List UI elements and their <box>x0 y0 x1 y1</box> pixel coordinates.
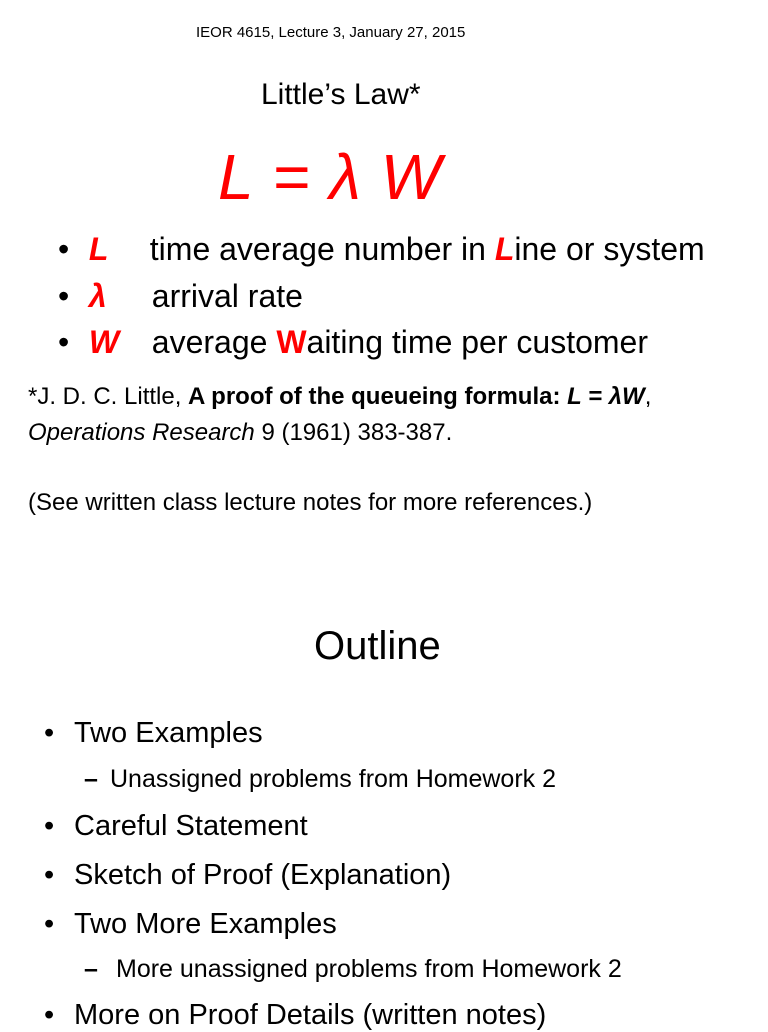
outline-item: • Careful Statement <box>44 810 308 842</box>
bullet: • <box>58 231 70 267</box>
reference-journal: Operations Research 9 (1961) 383-387. <box>28 419 453 446</box>
bullet: • <box>44 717 55 749</box>
bullet: • <box>44 999 55 1031</box>
definition-text: average Waiting time per customer <box>151 324 648 360</box>
outline-subitem: – Unassigned problems from Homework 2 <box>84 765 557 793</box>
definition-lambda <box>58 278 303 315</box>
outline-item: • More on Proof Details (written notes) <box>44 999 547 1031</box>
bullet: • <box>44 859 55 891</box>
bullet: • <box>44 810 55 842</box>
outline-title: Outline <box>314 624 441 668</box>
dash: – <box>84 955 98 983</box>
bullet: • <box>44 908 55 940</box>
definition-symbol: L <box>88 231 109 267</box>
reference-citation: *J. D. C. Little, A proof of the queueing formula: L = λW, <box>28 383 652 410</box>
outline-item: • Two Examples <box>44 717 263 749</box>
outline-subitem: – More unassigned problems from Homework 2 <box>84 955 622 983</box>
definition-symbol: W <box>88 324 120 360</box>
bullet: • <box>58 278 70 314</box>
outline-item: • Two More Examples <box>44 908 337 940</box>
definition-L <box>58 231 705 268</box>
definition-text: arrival rate <box>151 278 303 314</box>
slide-title: Little’s Law* <box>261 78 421 111</box>
lecture-header: IEOR 4615, Lecture 3, January 27, 2015 <box>196 24 466 41</box>
littles-law-formula: L = λ W <box>218 141 443 213</box>
definition-text: time average number in Line or system <box>149 231 705 267</box>
definition-W <box>58 324 648 361</box>
definition-symbol: λ <box>88 278 107 314</box>
bullet: • <box>58 324 70 360</box>
dash: – <box>84 765 98 793</box>
reference-note: (See written class lecture notes for more references.) <box>28 489 593 516</box>
outline-item: • Sketch of Proof (Explanation) <box>44 859 452 891</box>
